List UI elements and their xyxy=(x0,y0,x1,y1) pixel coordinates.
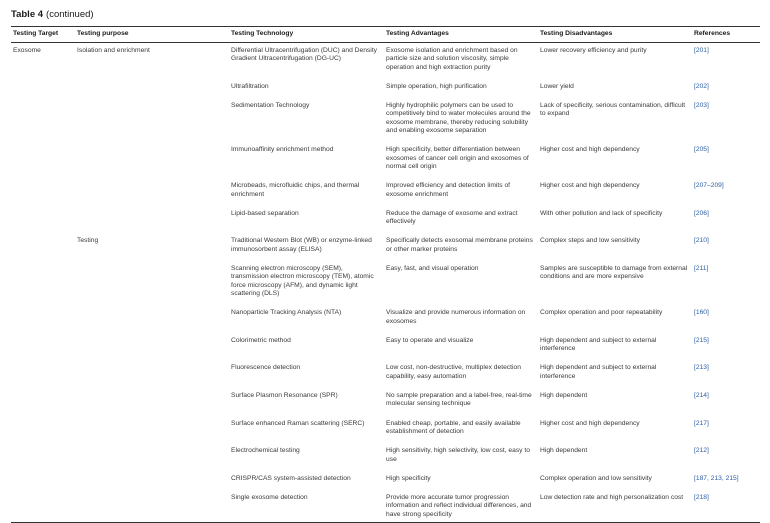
table-row xyxy=(11,100,760,144)
cell-references[interactable]: [211] xyxy=(694,265,709,273)
table-row xyxy=(11,335,760,363)
cell-testing-technology: Surface Plasmon Resonance (SPR) xyxy=(231,392,338,400)
cell-testing-advantages: Easy to operate and visualize xyxy=(386,336,474,344)
cell-testing-disadvantages: High dependent and subject to external interference xyxy=(540,336,657,353)
cell-testing-target xyxy=(11,335,75,363)
cell-testing-advantages: Exosome isolation and enrichment based on particle size and solution viscosity, simple operation and high extraction purity xyxy=(386,47,518,71)
cell-references[interactable]: [205] xyxy=(694,146,709,154)
cell-testing-technology: Single exosome detection xyxy=(229,492,384,522)
cell-testing-advantages: Low cost, non-destructive, multiplex detection capability, easy automation xyxy=(386,364,521,380)
table-row xyxy=(11,144,760,180)
cell-testing-technology: Nanoparticle Tracking Analysis (NTA) xyxy=(231,309,342,317)
cell-testing-disadvantages: With other pollution and lack of specificity xyxy=(540,209,663,217)
table-row xyxy=(11,362,760,390)
cell-testing-disadvantages: Lower recovery efficiency and purity xyxy=(540,47,647,54)
cell-testing-advantages: Specifically detects exosomal membrane proteins or other marker proteins xyxy=(386,237,533,253)
table-caption xyxy=(11,8,760,22)
table-row xyxy=(11,263,760,307)
cell-testing-advantages: Improved efficiency and detection limits of exosome enrichment xyxy=(386,182,511,198)
cell-references[interactable]: [203] xyxy=(694,102,709,110)
table-row xyxy=(11,208,760,236)
cell-references[interactable]: [202] xyxy=(694,82,709,90)
cell-references[interactable]: [210] xyxy=(694,237,709,245)
column-header-purpose: Testing purpose xyxy=(75,27,229,43)
cell-testing-disadvantages: Low detection rate and high personalization cost xyxy=(538,492,692,522)
column-header-technology: Testing Technology xyxy=(229,27,384,43)
cell-testing-advantages: No sample preparation and a label-free, real-time molecular sensing technique xyxy=(386,392,532,408)
cell-testing-target xyxy=(11,100,75,144)
table-row xyxy=(11,180,760,208)
cell-testing-disadvantages: High dependent and subject to external interference xyxy=(540,364,657,380)
cell-testing-technology: Traditional Western Blot (WB) or enzyme-linked immunosorbent assay (ELISA) xyxy=(231,237,372,253)
cell-testing-advantages: Visualize and provide numerous information on exosomes xyxy=(386,309,526,325)
cell-testing-advantages: Reduce the damage of exosome and extract effectively xyxy=(386,209,518,226)
cell-testing-technology: Microbeads, microfluidic chips, and thermal enrichment xyxy=(231,182,360,198)
cell-testing-disadvantages: Complex operation and poor repeatability xyxy=(540,309,663,317)
cell-testing-advantages: Simple operation, high purification xyxy=(386,82,487,90)
cell-testing-technology: Scanning electron microscopy (SEM), transmission electron microscopy (TEM), atomic force microscopy (AFM), and dynamic light scattering (DLS) xyxy=(231,265,374,297)
cell-testing-disadvantages: Lower yield xyxy=(540,82,574,90)
cell-references[interactable]: [207–209] xyxy=(694,182,724,190)
cell-testing-purpose xyxy=(75,473,229,492)
cell-testing-target xyxy=(11,473,75,492)
table-caption-label: Table 4 xyxy=(11,9,44,20)
table-row xyxy=(11,307,760,335)
cell-testing-disadvantages: High dependent xyxy=(540,447,588,455)
cell-references[interactable]: [160] xyxy=(694,309,709,317)
cell-testing-advantages: Provide more accurate tumor progression information and reflect individual differences, and have strong specificity xyxy=(384,492,538,522)
cell-testing-purpose xyxy=(75,208,229,236)
cell-testing-advantages: Easy, fast, and visual operation xyxy=(386,265,479,273)
testing-table xyxy=(11,26,760,523)
cell-testing-target xyxy=(11,390,75,418)
cell-testing-purpose xyxy=(75,263,229,307)
cell-testing-target xyxy=(11,208,75,236)
cell-references[interactable]: [213] xyxy=(694,364,709,372)
cell-testing-target xyxy=(11,81,75,100)
cell-testing-target xyxy=(11,418,75,446)
cell-testing-technology: Colorimetric method xyxy=(231,336,291,344)
cell-testing-technology: Sedimentation Technology xyxy=(231,102,310,110)
cell-references[interactable]: [217] xyxy=(694,419,709,427)
table-header-row xyxy=(11,27,760,43)
cell-references[interactable]: [214] xyxy=(694,392,709,400)
cell-testing-advantages: Enabled cheap, portable, and easily available establishment of detection xyxy=(386,419,521,435)
cell-testing-target xyxy=(11,180,75,208)
cell-testing-target xyxy=(11,235,75,263)
table-row xyxy=(11,81,760,100)
cell-testing-disadvantages: High dependent xyxy=(540,392,588,400)
cell-testing-purpose xyxy=(75,307,229,335)
table-row xyxy=(11,445,760,473)
cell-testing-disadvantages: Lack of specificity, serious contamination, difficult to expand xyxy=(540,102,686,118)
cell-references[interactable]: [187, 213, 215] xyxy=(694,474,739,482)
cell-references[interactable]: [201] xyxy=(694,47,709,54)
cell-testing-target xyxy=(11,445,75,473)
cell-testing-purpose xyxy=(75,418,229,446)
cell-testing-target xyxy=(11,492,75,522)
cell-testing-purpose xyxy=(75,335,229,363)
column-header-disadvantages: Testing Disadvantages xyxy=(538,27,692,43)
cell-testing-purpose: Isolation and enrichment xyxy=(77,47,150,54)
table-row xyxy=(11,235,760,263)
cell-references[interactable]: [218] xyxy=(692,492,760,522)
cell-testing-technology: Lipid-based separation xyxy=(231,209,299,217)
cell-testing-technology: Ultrafiltration xyxy=(231,82,269,90)
cell-testing-purpose xyxy=(75,100,229,144)
cell-testing-technology: CRISPR/CAS system-assisted detection xyxy=(231,474,351,482)
cell-testing-disadvantages: Higher cost and high dependency xyxy=(540,182,640,190)
table-body xyxy=(11,43,760,523)
cell-testing-disadvantages: Higher cost and high dependency xyxy=(540,419,640,427)
cell-references[interactable]: [215] xyxy=(694,336,709,344)
cell-references[interactable]: [206] xyxy=(694,209,709,217)
cell-testing-advantages: High sensitivity, high selectivity, low cost, easy to use xyxy=(386,447,530,463)
cell-testing-disadvantages: Complex operation and low sensitivity xyxy=(540,474,652,482)
column-header-references: References xyxy=(692,27,760,43)
cell-testing-target xyxy=(11,263,75,307)
column-header-target: Testing Target xyxy=(11,27,75,43)
cell-testing-purpose xyxy=(75,81,229,100)
table-row xyxy=(11,492,760,522)
cell-testing-purpose xyxy=(75,492,229,522)
cell-testing-purpose xyxy=(75,390,229,418)
table-row xyxy=(11,418,760,446)
cell-testing-target xyxy=(11,362,75,390)
cell-testing-advantages: Highly hydrophilic polymers can be used to competitively bind to water molecules around the exosome membrane, thereby reducing solubility and enabling exosome separation xyxy=(386,102,531,135)
cell-testing-technology: Immunoaffinity enrichment method xyxy=(231,146,334,154)
cell-testing-target xyxy=(11,307,75,335)
table-row xyxy=(11,390,760,418)
cell-testing-purpose xyxy=(75,445,229,473)
cell-testing-technology: Electrochemical testing xyxy=(231,447,300,455)
cell-testing-purpose xyxy=(75,144,229,180)
cell-testing-advantages: High specificity, better differentiation between exosomes of cancer cell origin and exosomes of normal cell origin xyxy=(386,146,529,170)
column-header-advantages: Testing Advantages xyxy=(384,27,538,43)
cell-testing-disadvantages: Higher cost and high dependency xyxy=(540,146,640,154)
cell-testing-disadvantages: Complex steps and low sensitivity xyxy=(540,237,640,245)
cell-references[interactable]: [212] xyxy=(694,447,709,455)
cell-testing-technology: Differential Ultracentrifugation (DUC) and Density Gradient Ultracentrifugation (DG-UC) xyxy=(231,47,377,63)
cell-testing-purpose: Testing xyxy=(77,237,99,245)
cell-testing-target: Exosome xyxy=(13,47,41,54)
cell-testing-disadvantages: Samples are susceptible to damage from external conditions and are more expensive xyxy=(540,265,688,281)
cell-testing-technology: Fluorescence detection xyxy=(231,364,301,372)
cell-testing-advantages: High specificity xyxy=(386,474,431,482)
table-row xyxy=(11,43,760,81)
table-row xyxy=(11,473,760,492)
cell-testing-technology: Surface enhanced Raman scattering (SERC) xyxy=(231,419,365,427)
cell-testing-target xyxy=(11,144,75,180)
cell-testing-purpose xyxy=(75,180,229,208)
cell-testing-purpose xyxy=(75,362,229,390)
table-caption-suffix: (continued) xyxy=(46,9,94,20)
